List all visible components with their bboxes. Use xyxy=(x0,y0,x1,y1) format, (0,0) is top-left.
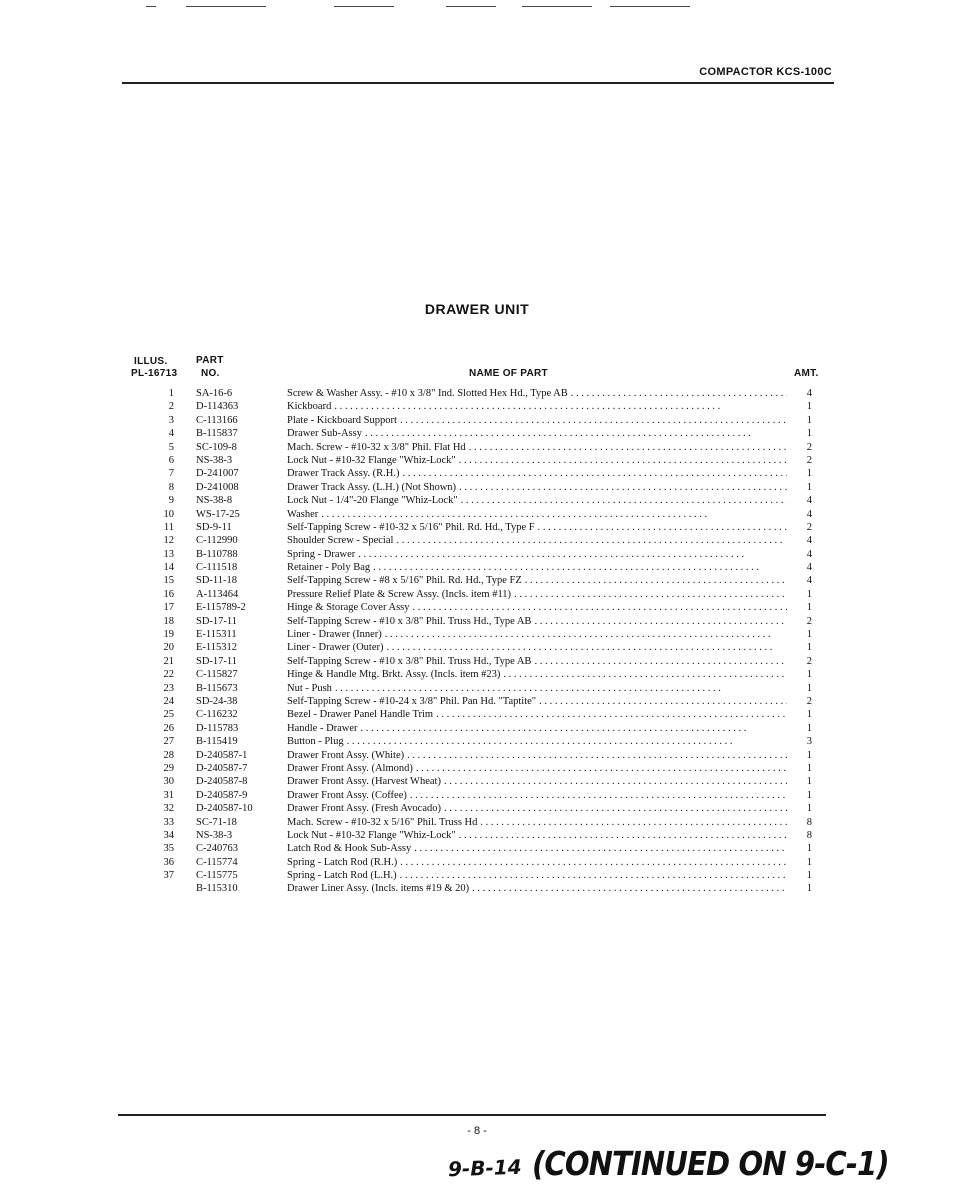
illus-number: 11 xyxy=(163,521,174,533)
part-number: D-115783 xyxy=(196,722,239,734)
part-name: Self-Tapping Screw - #10-32 x 5/16" Phil. Rd. Hd., Type F xyxy=(287,521,538,534)
table-row xyxy=(0,722,954,735)
part-name-cell xyxy=(287,695,787,708)
part-amount: 2 xyxy=(806,441,812,453)
illus-number: 8 xyxy=(168,481,174,493)
table-row xyxy=(0,856,954,869)
part-number: D-241008 xyxy=(196,481,239,493)
illus-number: 19 xyxy=(163,629,174,641)
part-name-cell xyxy=(287,722,787,735)
part-name: Drawer Track Assy. (R.H.) xyxy=(287,467,402,480)
table-row xyxy=(0,588,954,601)
part-number: D-114363 xyxy=(196,401,239,413)
illus-number: 20 xyxy=(163,642,174,654)
table-row xyxy=(0,561,954,574)
illus-number: 28 xyxy=(163,749,174,761)
part-amount: 1 xyxy=(806,856,812,868)
illus-number: 4 xyxy=(168,428,174,440)
part-name: Liner - Drawer (Outer) xyxy=(287,641,387,654)
part-amount: 1 xyxy=(806,722,812,734)
illus-number: 12 xyxy=(163,535,174,547)
part-name: Liner - Drawer (Inner) xyxy=(287,628,385,641)
part-name-cell xyxy=(287,775,787,788)
part-number: SD-11-18 xyxy=(196,575,238,587)
illus-number: 16 xyxy=(163,588,174,600)
illus-number: 25 xyxy=(163,709,174,721)
part-name-cell xyxy=(287,708,787,721)
col-part-line1: PART xyxy=(196,355,224,366)
table-row xyxy=(0,481,954,494)
table-row xyxy=(0,534,954,547)
part-name-cell xyxy=(287,467,787,480)
part-name-cell xyxy=(287,762,787,775)
illus-number: 6 xyxy=(168,454,174,466)
part-number: C-115775 xyxy=(196,870,238,882)
illus-number: 17 xyxy=(163,602,174,614)
part-name: Drawer Front Assy. (Fresh Avocado) xyxy=(287,802,444,815)
part-name: Latch Rod & Hook Sub-Assy xyxy=(287,842,414,855)
part-name: Drawer Front Assy. (White) xyxy=(287,749,407,762)
illus-number: 5 xyxy=(168,441,174,453)
top-scan-line xyxy=(334,6,394,7)
footer-rule xyxy=(118,1114,826,1116)
part-name: Handle - Drawer xyxy=(287,722,361,735)
part-amount: 2 xyxy=(806,454,812,466)
top-scan-line xyxy=(146,6,156,7)
table-row xyxy=(0,695,954,708)
part-name-cell xyxy=(287,588,787,601)
table-row xyxy=(0,842,954,855)
part-amount: 8 xyxy=(806,816,812,828)
part-number: C-112990 xyxy=(196,535,238,547)
part-number: C-115774 xyxy=(196,856,238,868)
part-name-cell xyxy=(287,842,787,855)
part-name-cell xyxy=(287,454,787,467)
table-row xyxy=(0,494,954,507)
part-amount: 8 xyxy=(806,829,812,841)
part-name: Mach. Screw - #10-32 x 3/8" Phil. Flat Hd xyxy=(287,441,469,454)
part-number: E-115789-2 xyxy=(196,602,246,614)
part-number: C-113166 xyxy=(196,414,238,426)
part-amount: 1 xyxy=(806,414,812,426)
part-amount: 1 xyxy=(806,762,812,774)
part-name-cell xyxy=(287,400,787,413)
table-row xyxy=(0,789,954,802)
col-name-of-part: NAME OF PART xyxy=(469,368,548,379)
table-row xyxy=(0,508,954,521)
illus-number: 7 xyxy=(168,468,174,480)
part-number: A-113464 xyxy=(196,588,239,600)
part-name-cell xyxy=(287,789,787,802)
part-number: C-116232 xyxy=(196,709,238,721)
part-amount: 1 xyxy=(806,749,812,761)
part-name-cell xyxy=(287,829,787,842)
part-name: Lock Nut - 1/4"-20 Flange "Whiz-Lock" xyxy=(287,494,461,507)
table-row xyxy=(0,574,954,587)
part-amount: 4 xyxy=(806,388,812,399)
illus-number: 2 xyxy=(168,401,174,413)
part-amount: 4 xyxy=(806,562,812,574)
part-amount: 1 xyxy=(806,481,812,493)
part-name: Spring - Latch Rod (R.H.) xyxy=(287,856,400,869)
table-row xyxy=(0,816,954,829)
part-number: NS-38-3 xyxy=(196,829,233,841)
part-name-cell xyxy=(287,682,787,695)
part-name-cell xyxy=(287,628,787,641)
part-name-cell xyxy=(287,655,787,668)
part-name-cell xyxy=(287,548,787,561)
illus-number: 32 xyxy=(163,803,174,815)
part-name-cell xyxy=(287,521,787,534)
part-name-cell xyxy=(287,816,787,829)
part-amount: 2 xyxy=(806,521,812,533)
part-number: SA-16-6 xyxy=(196,388,233,399)
table-row xyxy=(0,387,954,400)
part-number: E-115311 xyxy=(196,629,237,641)
table-row xyxy=(0,802,954,815)
illus-number: 23 xyxy=(163,682,174,694)
part-amount: 1 xyxy=(806,602,812,614)
part-number: B-115310 xyxy=(196,883,238,895)
part-name: Self-Tapping Screw - #10 x 3/8" Phil. Truss Hd., Type AB xyxy=(287,655,534,668)
part-name: Kickboard xyxy=(287,400,334,413)
part-number: NS-38-3 xyxy=(196,454,233,466)
part-name: Drawer Front Assy. (Almond) xyxy=(287,762,416,775)
part-number: D-240587-8 xyxy=(196,776,248,788)
part-name-cell xyxy=(287,882,787,895)
illus-number: 31 xyxy=(163,789,174,801)
table-row xyxy=(0,762,954,775)
col-illus-line1: ILLUS. xyxy=(134,356,168,367)
part-name: Spring - Drawer xyxy=(287,548,358,561)
part-amount: 4 xyxy=(806,495,812,507)
illus-number: 33 xyxy=(163,816,174,828)
part-name: Button - Plug xyxy=(287,735,347,748)
part-name: Drawer Sub-Assy xyxy=(287,427,365,440)
illus-number: 21 xyxy=(163,655,174,667)
part-number: D-240587-9 xyxy=(196,789,248,801)
illus-number: 9 xyxy=(168,495,174,507)
part-number: C-111518 xyxy=(196,562,238,574)
col-amount: AMT. xyxy=(794,368,819,379)
part-name-cell xyxy=(287,615,787,628)
part-name: Drawer Track Assy. (L.H.) (Not Shown) xyxy=(287,481,459,494)
table-row xyxy=(0,749,954,762)
illus-number: 15 xyxy=(163,575,174,587)
part-name: Bezel - Drawer Panel Handle Trim xyxy=(287,708,436,721)
illus-number: 3 xyxy=(168,414,174,426)
table-row xyxy=(0,708,954,721)
part-amount: 1 xyxy=(806,642,812,654)
table-row xyxy=(0,400,954,413)
part-name-cell xyxy=(287,508,787,521)
part-name: Mach. Screw - #10-32 x 5/16" Phil. Truss Hd xyxy=(287,816,480,829)
part-number: WS-17-25 xyxy=(196,508,240,520)
part-number: SD-17-11 xyxy=(196,615,238,627)
illus-number: 29 xyxy=(163,762,174,774)
part-number: B-115673 xyxy=(196,682,238,694)
part-amount: 4 xyxy=(806,508,812,520)
table-row xyxy=(0,441,954,454)
part-name: Drawer Front Assy. (Coffee) xyxy=(287,789,410,802)
part-number: D-240587-1 xyxy=(196,749,248,761)
part-amount: 1 xyxy=(806,776,812,788)
part-amount: 1 xyxy=(806,870,812,882)
part-amount: 4 xyxy=(806,575,812,587)
part-name-cell xyxy=(287,494,787,507)
table-row xyxy=(0,467,954,480)
section-title: DRAWER UNIT xyxy=(424,301,530,317)
illus-number: 37 xyxy=(163,870,174,882)
part-name: Hinge & Handle Mtg. Brkt. Assy. (Incls. item #23) xyxy=(287,668,503,681)
part-name-cell xyxy=(287,735,787,748)
illus-number: 24 xyxy=(163,695,174,707)
table-row xyxy=(0,601,954,614)
header-rule xyxy=(122,82,834,84)
table-row xyxy=(0,615,954,628)
part-number: C-115827 xyxy=(196,669,238,681)
illus-number: 26 xyxy=(163,722,174,734)
part-amount: 3 xyxy=(806,736,812,748)
table-row xyxy=(0,454,954,467)
part-name: Lock Nut - #10-32 Flange "Whiz-Lock" xyxy=(287,454,459,467)
part-name-cell xyxy=(287,641,787,654)
col-part-line2: NO. xyxy=(201,368,220,379)
table-row xyxy=(0,882,954,895)
part-amount: 1 xyxy=(806,682,812,694)
part-number: B-115419 xyxy=(196,736,238,748)
part-amount: 1 xyxy=(806,803,812,815)
part-amount: 1 xyxy=(806,883,812,895)
part-amount: 1 xyxy=(806,588,812,600)
table-row xyxy=(0,735,954,748)
part-name: Drawer Front Assy. (Harvest Wheat) xyxy=(287,775,444,788)
part-number: D-241007 xyxy=(196,468,239,480)
part-number: SD-24-38 xyxy=(196,695,238,707)
part-name: Washer xyxy=(287,508,321,521)
part-amount: 1 xyxy=(806,669,812,681)
part-name: Pressure Relief Plate & Screw Assy. (Incls. item #11) xyxy=(287,588,514,601)
top-scan-line xyxy=(186,6,266,7)
top-scan-line xyxy=(446,6,496,7)
part-number: D-240587-10 xyxy=(196,803,253,815)
part-number: SC-71-18 xyxy=(196,816,237,828)
illus-number: 14 xyxy=(163,562,174,574)
part-amount: 2 xyxy=(806,615,812,627)
illus-number: 34 xyxy=(163,829,174,841)
top-scan-line xyxy=(610,6,690,7)
table-row xyxy=(0,829,954,842)
table-row xyxy=(0,655,954,668)
part-name: Screw & Washer Assy. - #10 x 3/8" Ind. Slotted Hex Hd., Type AB xyxy=(287,387,571,400)
table-row xyxy=(0,869,954,882)
part-name-cell xyxy=(287,414,787,427)
part-amount: 1 xyxy=(806,843,812,855)
part-name: Nut - Push xyxy=(287,682,335,695)
page-number: - 8 - xyxy=(467,1125,487,1137)
illus-number: 35 xyxy=(163,843,174,855)
part-amount: 2 xyxy=(806,655,812,667)
illus-number: 30 xyxy=(163,776,174,788)
part-name: Retainer - Poly Bag xyxy=(287,561,373,574)
part-number: B-110788 xyxy=(196,548,238,560)
part-amount: 1 xyxy=(806,428,812,440)
part-name-cell xyxy=(287,534,787,547)
part-name: Self-Tapping Screw - #10 x 3/8" Phil. Truss Hd., Type AB xyxy=(287,615,534,628)
part-number: NS-38-8 xyxy=(196,495,233,507)
part-name-cell xyxy=(287,749,787,762)
col-illus-line2: PL-16713 xyxy=(131,368,178,379)
handwritten-continued-note: (CONTINUED ON 9-C-1) xyxy=(532,1144,889,1183)
part-name: Lock Nut - #10-32 Flange "Whiz-Lock" xyxy=(287,829,459,842)
table-row xyxy=(0,414,954,427)
table-row xyxy=(0,548,954,561)
illus-number: 27 xyxy=(163,736,174,748)
table-row xyxy=(0,775,954,788)
table-row xyxy=(0,668,954,681)
parts-list xyxy=(0,387,954,896)
part-name-cell xyxy=(287,441,787,454)
part-name-cell xyxy=(287,427,787,440)
part-amount: 4 xyxy=(806,535,812,547)
part-number: SC-109-8 xyxy=(196,441,237,453)
part-name-cell xyxy=(287,668,787,681)
table-row xyxy=(0,682,954,695)
part-name-cell xyxy=(287,561,787,574)
top-scan-line xyxy=(522,6,592,7)
part-number: D-240587-7 xyxy=(196,762,248,774)
part-name-cell xyxy=(287,869,787,882)
part-name-cell xyxy=(287,481,787,494)
table-row xyxy=(0,521,954,534)
part-name: Shoulder Screw - Special xyxy=(287,534,396,547)
part-number: C-240763 xyxy=(196,843,238,855)
part-amount: 1 xyxy=(806,401,812,413)
table-row xyxy=(0,641,954,654)
part-amount: 1 xyxy=(806,709,812,721)
part-name: Spring - Latch Rod (L.H.) xyxy=(287,869,400,882)
illus-number: 36 xyxy=(163,856,174,868)
part-number: SD-17-11 xyxy=(196,655,238,667)
part-name: Self-Tapping Screw - #10-24 x 3/8" Phil. Pan Hd. "Taptite" xyxy=(287,695,539,708)
part-name: Drawer Liner Assy. (Incls. items #19 & 20) xyxy=(287,882,472,895)
part-name-cell xyxy=(287,574,787,587)
illus-number: 18 xyxy=(163,615,174,627)
illus-number: 22 xyxy=(163,669,174,681)
part-number: B-115837 xyxy=(196,428,238,440)
part-name-cell xyxy=(287,856,787,869)
part-number: E-115312 xyxy=(196,642,238,654)
part-amount: 1 xyxy=(806,629,812,641)
part-name-cell xyxy=(287,387,787,400)
document-header-title: COMPACTOR KCS-100C xyxy=(699,66,832,78)
part-name-cell xyxy=(287,802,787,815)
table-row xyxy=(0,628,954,641)
table-row xyxy=(0,427,954,440)
part-name: Hinge & Storage Cover Assy xyxy=(287,601,413,614)
handwritten-page-ref: 9-B-14 xyxy=(447,1154,522,1182)
part-amount: 4 xyxy=(806,548,812,560)
illus-number: 10 xyxy=(163,508,174,520)
part-amount: 2 xyxy=(806,695,812,707)
part-name: Self-Tapping Screw - #8 x 5/16" Phil. Rd. Hd., Type FZ xyxy=(287,574,525,587)
part-name: Plate - Kickboard Support xyxy=(287,414,400,427)
part-number: SD-9-11 xyxy=(196,521,232,533)
illus-number: 13 xyxy=(163,548,174,560)
illus-number: 1 xyxy=(168,388,174,399)
part-name-cell xyxy=(287,601,787,614)
part-amount: 1 xyxy=(806,468,812,480)
part-amount: 1 xyxy=(806,789,812,801)
